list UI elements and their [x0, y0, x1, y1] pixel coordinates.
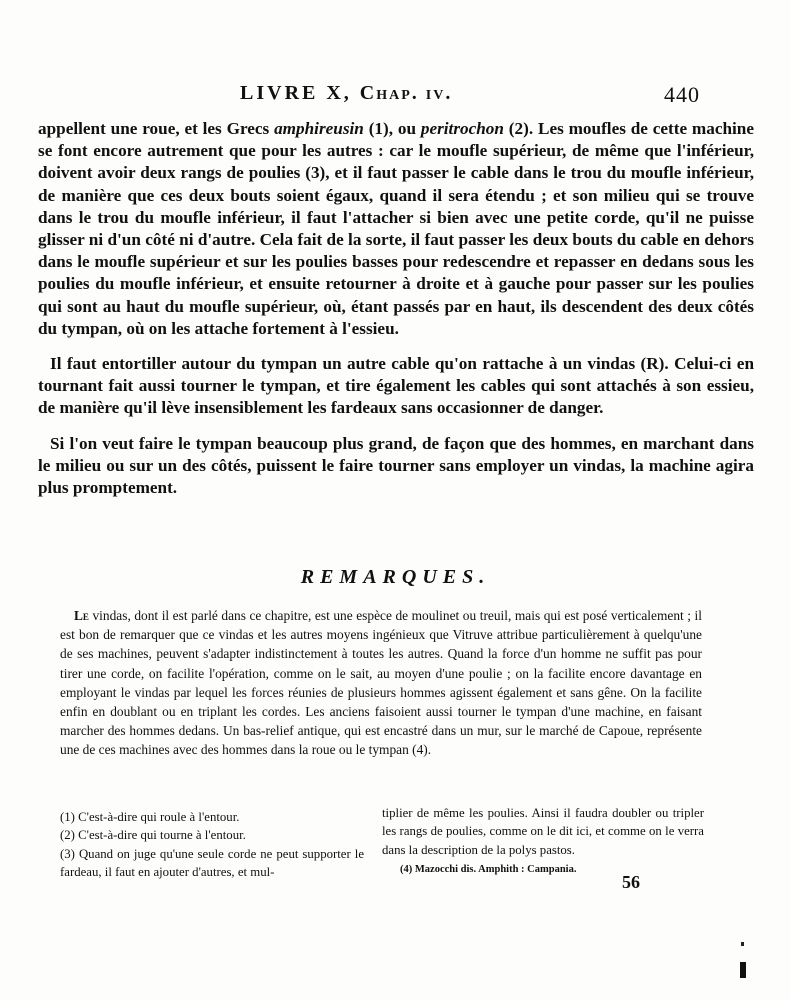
- main-text: [38, 118, 754, 499]
- footnote-3-continued: tiplier de même les poulies. Ainsi il faudra doubler ou tripler les rangs de poulies, comme on le dit ici, et comme on le verra dans la description de la polys pastos.: [382, 806, 704, 857]
- page-number: 440: [664, 82, 700, 107]
- remarks-text: Le vindas, dont il est parlé dans ce chapitre, est une espèce de moulinet ou treuil, mais qui est posé verticalement ; il est bon de remarquer que ce vindas et les autres moyens ingénieux que Vitruve attribue particulièrement à quelqu'une de ses machines, peuvent s'adapter indistinctement à toutes les autres. Quand la force d'un homme ne suffit pas pour tirer une corde, on facilite l'opération, comme on le sait, au moyen d'une poulie ; on la facilite encore davantage en employant le vindas par lequel les forces réunies de plusieurs hommes agissent également et sans gêne. On la facilite enfin en doublant ou en triplant les cordes. Les anciens faisoient aussi tourner le tympan d'une machine, en faisant marcher des hommes dedans. Un bas-relief antique, qui est encastré dans un mur, sur le marché de Capoue, représente une de ces machines avec des hommes dans la roue ou le tympan (4).: [60, 608, 702, 758]
- footnote-2: (2) C'est-à-dire qui tourne à l'entour.: [60, 828, 246, 843]
- footnote-4: (4) Mazocchi dis. Amphith : Campania.: [400, 864, 577, 876]
- footnotes-left-column: [60, 808, 364, 882]
- greek-term-peritrochon: peritrochon: [420, 119, 504, 138]
- footnotes-right-column: [382, 804, 704, 880]
- page-header: [240, 82, 700, 116]
- running-head-chapter: Chap. iv.: [359, 82, 453, 104]
- footnote-3: (3) Quand on juge qu'une seule corde ne peut supporter le fardeau, il faut en ajouter d'autres, et mul-: [60, 846, 364, 880]
- paragraph-2: Il faut entortiller autour du tympan un autre cable qu'on rattache à un vindas (R). Celui-ci en tournant fait aussi tourner le tympan, et tire également les cables qui sont attachés à son essieu, de manière qu'il lève insensiblement les fardeaux sans occasionner de danger.: [38, 354, 754, 418]
- running-head-book: LIVRE X,: [240, 82, 360, 104]
- paragraph-1: appellent une roue, et les Grecs amphireusin (1), ou peritrochon (2). Les moufles de cette machine se font encore autrement que pour les autres : car le moufle supérieur, de même que l'inférieur, doivent avoir deux rangs de poulies (3), et il faut passer le cable dans le trou du moufle inférieur, de manière que ces deux bouts soient égaux, quand il sera étendu ; et son milieu qui se trouve dans le trou du moufle inférieur, il faut l'attacher si bien avec une petite corde, qu'il ne puisse glisser ni d'un côté ni d'autre. Cela fait de la sorte, il faut passer les deux bouts du cable en dehors dans le moufle supérieur et sur les poulies basses pour redescendre et repasser en dedans sous les poulies du moufle inférieur, et ensuite retourner à droite et à gauche pour passer sur les poulies qui sont au haut du moufle supérieur, où, étant passés par en haut, ils descendent des deux côtés du tympan, où on les attache fortement à l'essieu.: [38, 119, 754, 338]
- remarks-first-word: Le: [74, 608, 89, 623]
- signature-mark: 56: [622, 872, 640, 892]
- edge-ink-mark: [740, 942, 746, 978]
- footnote-1: (1) C'est-à-dire qui roule à l'entour.: [60, 810, 240, 824]
- running-head: [240, 82, 452, 105]
- greek-term-amphireusin: amphireusin: [274, 119, 364, 138]
- remarks-heading: REMARQUES.: [300, 566, 491, 588]
- paragraph-3: Si l'on veut faire le tympan beaucoup plus grand, de façon que des hommes, en marchant dans le milieu ou sur un des côtés, puissent le faire tourner sans employer un vindas, la machine agira plus promptement.: [38, 433, 754, 498]
